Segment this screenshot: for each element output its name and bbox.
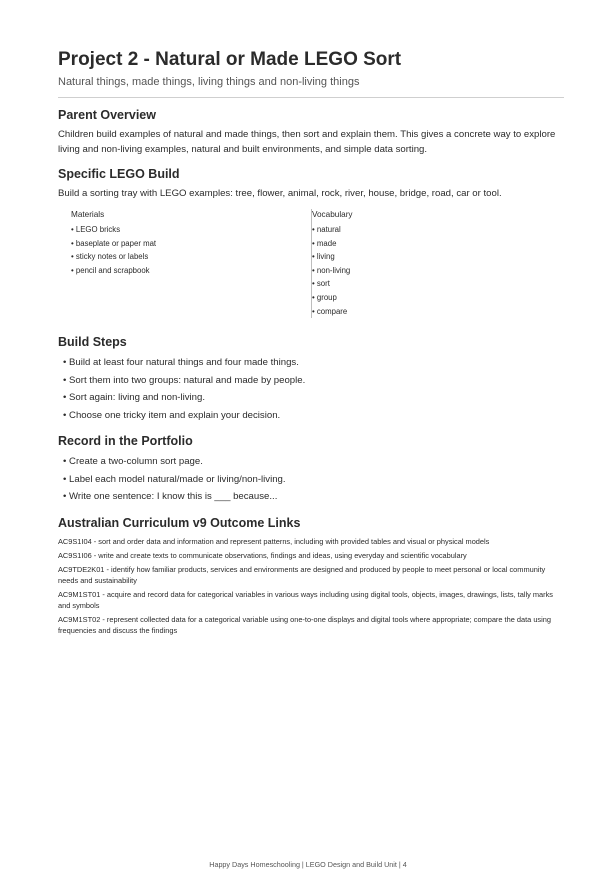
curriculum-section [58, 515, 564, 636]
parent-overview-text: Children build examples of natural and made things, then sort and explain them. This gives a concrete way to explore living and non-living examples, natural and built environments, and simple data sorting. [58, 129, 556, 155]
title-divider [58, 97, 564, 98]
list-item: • Write one sentence: I know this is ___ because... [63, 491, 278, 503]
page-title: Project 2 - Natural or Made LEGO Sort [58, 49, 402, 70]
list-item: • natural [312, 225, 341, 234]
specific-build-section [58, 166, 564, 201]
list-item: • baseplate or paper mat [71, 238, 157, 248]
build-steps-list [58, 354, 564, 424]
portfolio-section [58, 433, 564, 506]
portfolio-list [58, 453, 564, 506]
list-item: • LEGO bricks [71, 225, 121, 234]
list-item: AC9M1ST01 - acquire and record data for categorical variables in various ways including using digital tools, objects, images, drawings, lists, tally marks and symbols [58, 589, 553, 610]
list-item: • made [312, 238, 337, 248]
list-item: AC9M1ST02 - represent collected data for a categorical variable using one-to-one displays and digital tools where appropriate; compare the data using frequencies and discuss the findings [58, 614, 551, 635]
list-item: • Label each model natural/made or living/non-living. [63, 473, 286, 485]
materials-vocabulary-table [58, 209, 564, 318]
materials-heading: Materials [71, 210, 105, 219]
page-subtitle: Natural things, made things, living things and non-living things [58, 76, 360, 88]
document-page [58, 48, 564, 639]
list-item: AC9S1I06 - write and create texts to communicate observations, findings and ideas, using everyday and scientific vocabulary [58, 550, 467, 560]
list-item: • pencil and scrapbook [71, 265, 150, 275]
vocabulary-heading: Vocabulary [312, 210, 353, 219]
list-item: • sticky notes or labels [71, 252, 149, 262]
vocabulary-column [311, 209, 512, 318]
list-item: • Sort again: living and non-living. [63, 392, 206, 404]
curriculum-list [58, 536, 564, 636]
build-steps-heading: Build Steps [58, 335, 127, 350]
list-item: • group [312, 292, 337, 302]
list-item: AC9TDE2K01 - identify how familiar products, services and environments are designed and produced by people to meet personal or local community needs and sustainability [58, 564, 546, 585]
list-item: • Build at least four natural things and four made things. [63, 357, 299, 369]
page-footer: Happy Days Homeschooling | LEGO Design and Build Unit | 4 [209, 860, 407, 869]
parent-overview-section [58, 107, 564, 157]
materials-column [71, 209, 311, 318]
materials-list [71, 223, 311, 277]
list-item: • sort [312, 279, 330, 289]
specific-build-text: Build a sorting tray with LEGO examples: tree, flower, animal, rock, river, house, bridge, road, car or tool. [58, 188, 502, 199]
list-item: AC9S1I04 - sort and order data and information and represent patterns, including with provided tables and visual or physical models [58, 536, 490, 546]
vocabulary-list [312, 223, 512, 318]
list-item: • Choose one tricky item and explain your decision. [63, 409, 281, 421]
list-item: • non-living [312, 265, 351, 275]
curriculum-heading: Australian Curriculum v9 Outcome Links [58, 515, 301, 530]
specific-build-heading: Specific LEGO Build [58, 167, 180, 181]
build-steps-section [58, 334, 564, 424]
list-item: • compare [312, 306, 348, 316]
list-item: • Create a two-column sort page. [63, 456, 203, 468]
portfolio-heading: Record in the Portfolio [58, 434, 193, 449]
list-item: • living [312, 252, 335, 262]
list-item: • Sort them into two groups: natural and made by people. [63, 374, 306, 386]
parent-overview-heading: Parent Overview [58, 108, 156, 122]
